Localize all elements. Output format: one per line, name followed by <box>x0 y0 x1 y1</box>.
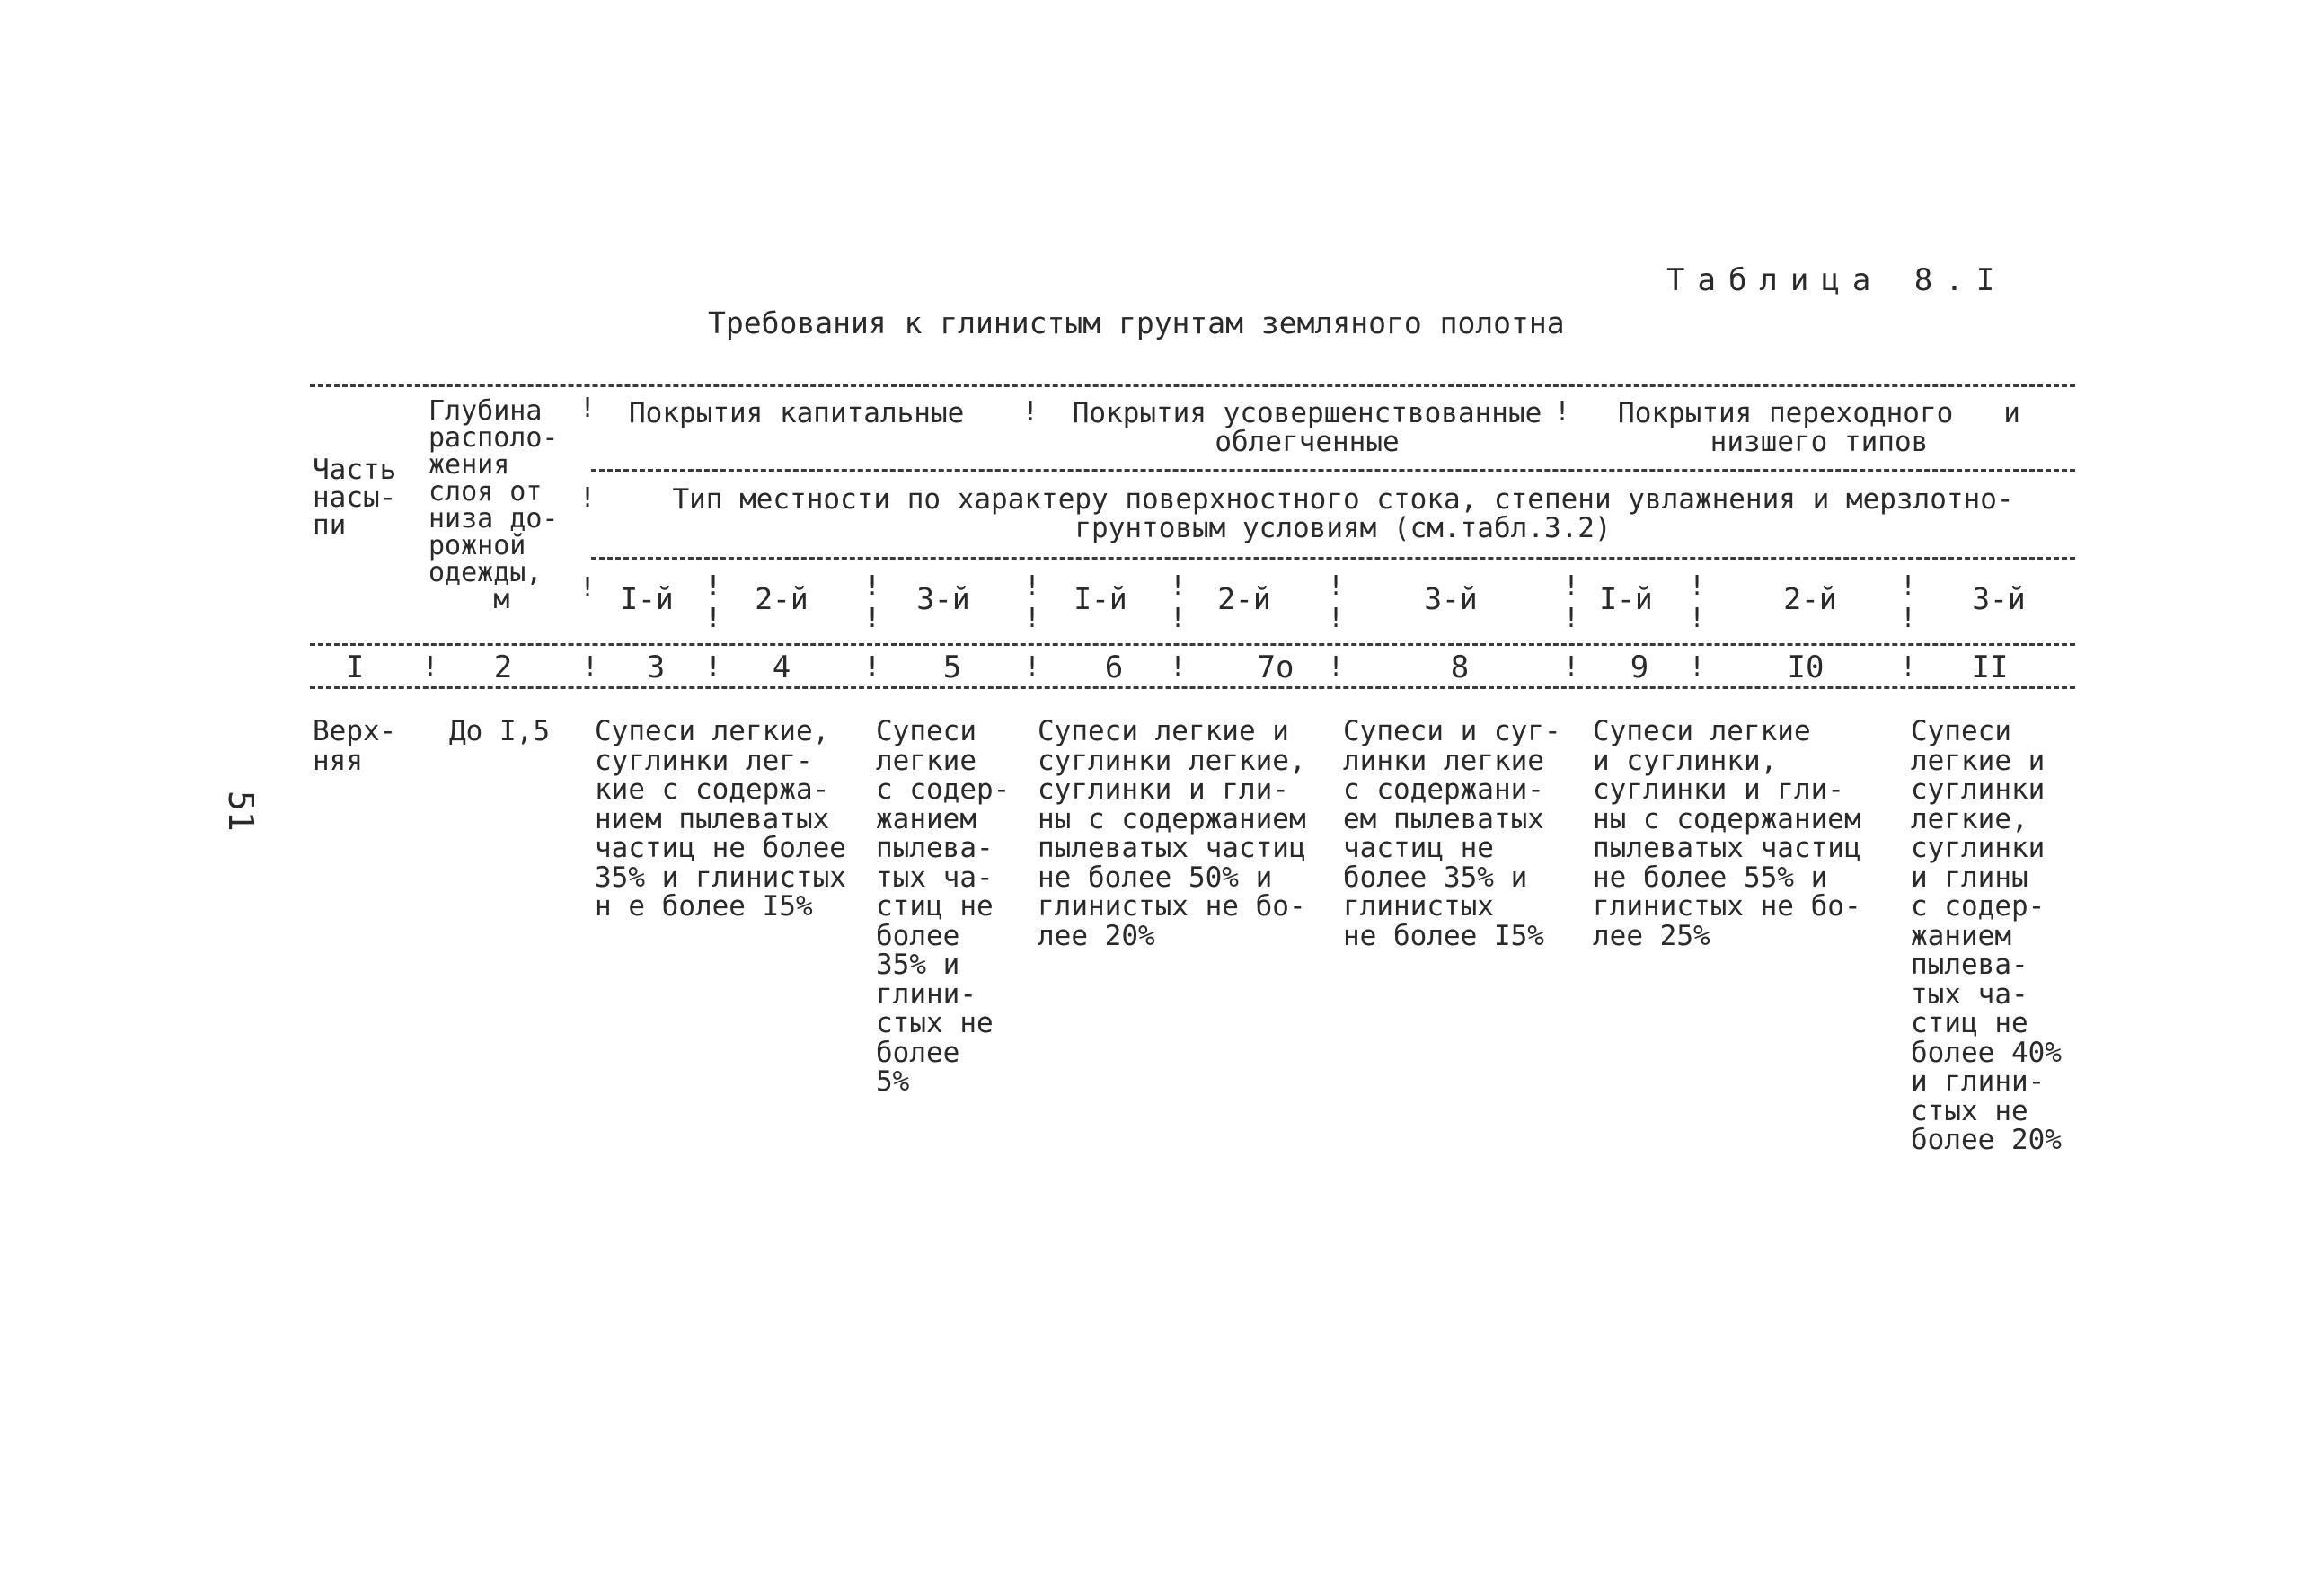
group-header-rule <box>591 469 2075 472</box>
colnum-10: I0 <box>1787 649 1825 685</box>
subcol-improved-1: I-й <box>1074 581 1127 616</box>
separator-mark: ! <box>705 651 722 683</box>
colnum-2: 2 <box>493 649 513 685</box>
separator-mark: ! ! <box>1563 570 1580 634</box>
terrain-type-header: Тип местности по характеру поверхностного стока, степени увлажнения и мерзлотно- грунтовым условиям (см.табл.3.2) <box>672 483 2014 544</box>
table-title: Требования к глинистым грунтам земляного полотна <box>708 305 1565 340</box>
header-depth: Глубина располо- жения слоя от низа до- рожной одежды, м <box>429 395 559 615</box>
separator-mark: ! <box>1554 396 1571 428</box>
colnum-5: 5 <box>942 649 962 685</box>
separator-mark: ! <box>579 393 596 424</box>
subcol-transitional-3: 3-й <box>1972 581 2026 616</box>
subcol-transitional-2: 2-й <box>1783 581 1837 616</box>
group-improved: Покрытия усовершенствованные облегченные <box>1072 397 1542 458</box>
separator-mark: ! <box>1170 651 1187 683</box>
header-bottom-rule <box>310 643 2075 646</box>
separator-mark: ! <box>1563 651 1580 683</box>
separator-mark: ! ! <box>864 570 881 634</box>
colnum-4: 4 <box>772 649 791 685</box>
separator-mark: ! <box>864 651 881 683</box>
terrain-header-rule <box>591 557 2075 560</box>
colnum-9: 9 <box>1630 649 1649 685</box>
row-improved-3: Супеси и суг- линки легкие с содержани- ем пылеватых частиц не более 35% и глинистых не более I5% <box>1343 715 1561 952</box>
subcol-improved-2: 2-й <box>1217 581 1271 616</box>
column-numbers-rule <box>310 686 2075 689</box>
subcol-capital-1: I-й <box>620 581 674 616</box>
colnum-1: I <box>345 649 365 685</box>
row-depth: До I,5 <box>449 715 550 747</box>
separator-mark: ! <box>1328 651 1345 683</box>
separator-mark: ! ! <box>705 570 722 634</box>
colnum-7: 7о <box>1257 649 1295 685</box>
separator-mark: ! ! <box>1689 570 1706 634</box>
colnum-8: 8 <box>1450 649 1470 685</box>
table-label: Таблица 8.I <box>1666 262 2008 298</box>
separator-mark: ! <box>579 482 596 514</box>
page-number: 51 <box>221 791 261 832</box>
colnum-3: 3 <box>646 649 666 685</box>
separator-mark: ! <box>422 651 439 683</box>
subcol-transitional-1: I-й <box>1599 581 1653 616</box>
row-capital-3: Супеси легкие с содер- жанием пылева- тых ча- стиц не более 35% и глини- стых не более 5% <box>876 715 1011 1098</box>
table-top-rule <box>310 384 2075 387</box>
colnum-6: 6 <box>1104 649 1124 685</box>
colnum-11: II <box>1971 649 2009 685</box>
header-part: Часть насы- пи <box>313 454 397 542</box>
separator-mark: ! ! <box>1024 570 1041 634</box>
row-part: Верх- няя <box>313 715 397 777</box>
group-transitional: Покрытия переходного и низшего типов <box>1618 397 2020 458</box>
separator-mark: ! <box>1022 396 1039 428</box>
row-capital-1-2: Супеси легкие, суглинки лег- кие с содержа- нием пылеватых частиц не более 35% и глинистых н е более I5% <box>595 715 846 923</box>
row-improved-1-2: Супеси легкие и суглинки легкие, суглинки и гли- ны с содержанием пылеватых частиц не более 50% и глинистых не бо- лее 20% <box>1038 715 1306 952</box>
separator-mark: ! <box>579 572 596 604</box>
separator-mark: ! <box>1900 651 1917 683</box>
subcol-improved-3: 3-й <box>1424 581 1478 616</box>
subcol-capital-2: 2-й <box>755 581 809 616</box>
row-transitional-1-2: Супеси легкие и суглинки, суглинки и гли- ны с содержанием пылеватых частиц не более 55% и глинистых не бо- лее 25% <box>1593 715 1861 952</box>
separator-mark: ! <box>1024 651 1041 683</box>
separator-mark: ! <box>582 651 599 683</box>
subcol-capital-3: 3-й <box>916 581 970 616</box>
separator-mark: ! <box>1689 651 1706 683</box>
separator-mark: ! ! <box>1170 570 1187 634</box>
separator-mark: ! ! <box>1900 570 1917 634</box>
separator-mark: ! ! <box>1328 570 1345 634</box>
row-transitional-3: Супеси легкие и суглинки легкие, суглинки и глины с содер- жанием пылева- тых ча- стиц не более 40% и глини- стых не более 20% <box>1911 715 2062 1156</box>
group-capital: Покрытия капитальные <box>629 397 965 429</box>
